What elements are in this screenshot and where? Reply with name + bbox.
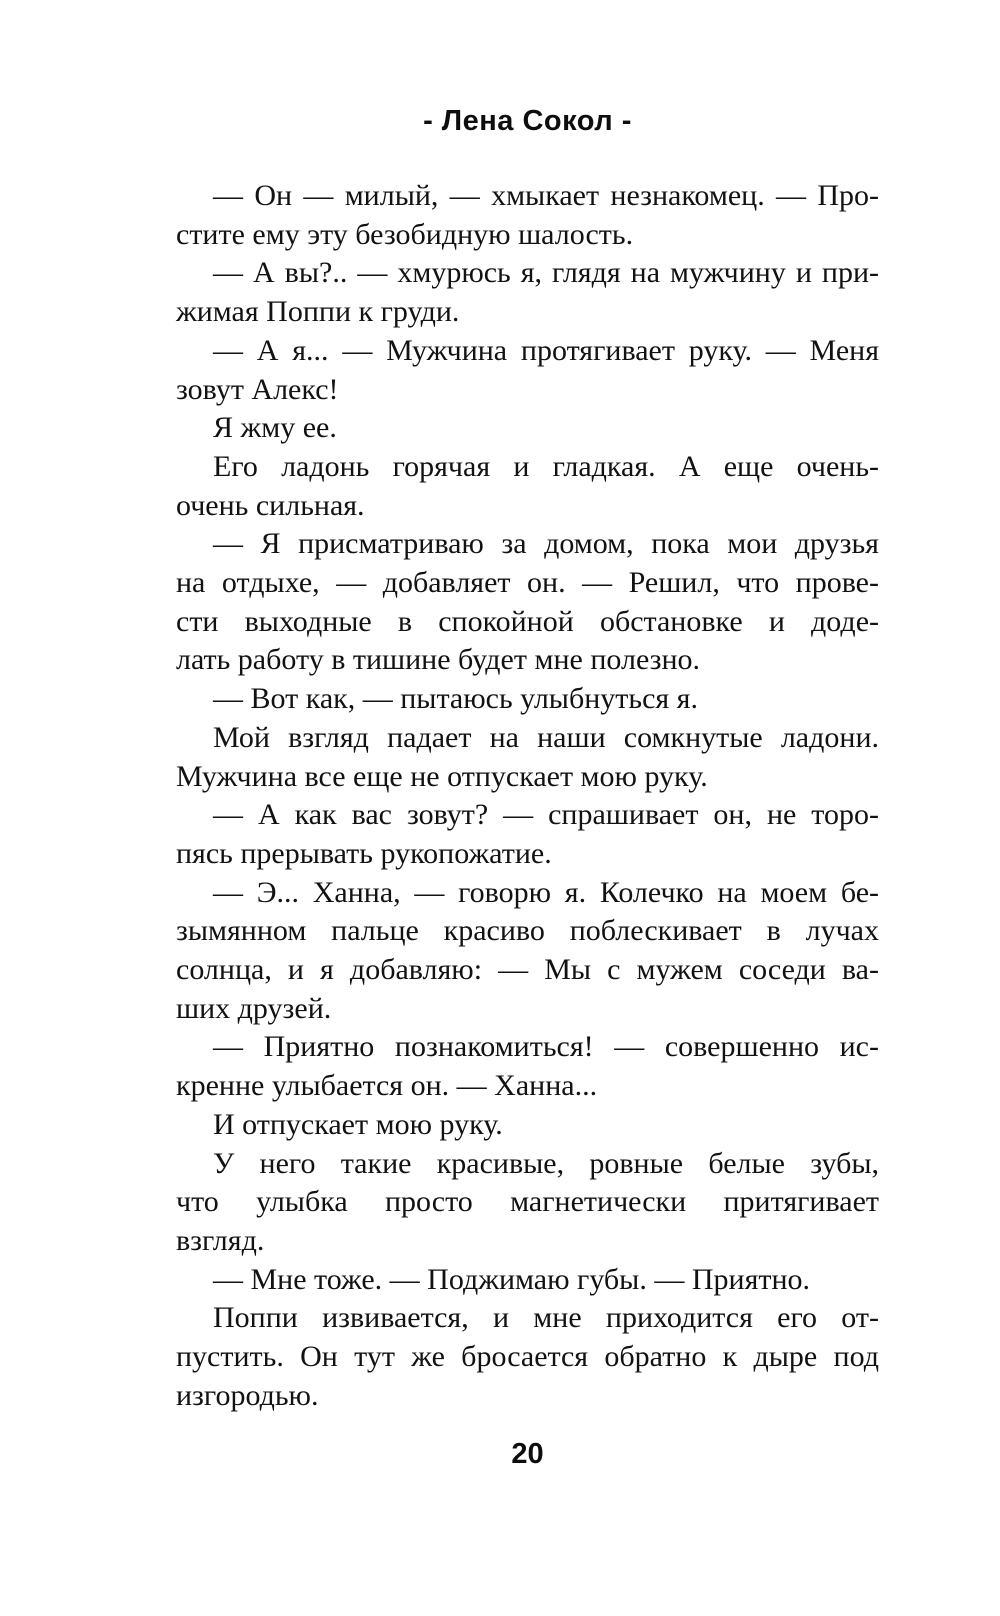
- page-number: 20: [511, 1438, 544, 1470]
- text-line: что улыбка просто магнетически притягивает: [176, 1185, 879, 1219]
- text-line: И отпускает мою руку.: [213, 1107, 503, 1141]
- text-line: Поппи извивается, и мне приходится его от-: [213, 1301, 879, 1335]
- text-line: — А как вас зовут? — спрашивает он, не торо-: [213, 798, 879, 832]
- text-line: — А вы?.. — хмурюсь я, глядя на мужчину и при-: [213, 256, 879, 290]
- text-line: кренне улыбается он. — Ханна...: [176, 1069, 598, 1103]
- text-line: Я жму ее.: [213, 411, 337, 445]
- text-line: Мужчина все еще не отпускает мою руку.: [176, 759, 708, 793]
- text-line: — А я... — Мужчина протягивает руку. — Меня: [213, 333, 879, 367]
- text-line: солнца, и я добавляю: — Мы с мужем соседи ва-: [176, 953, 879, 987]
- text-line: — Вот как, — пытаюсь улыбнуться я.: [213, 682, 698, 716]
- text-line: — Приятно познакомиться! — совершенно ис-: [213, 1030, 879, 1064]
- text-line: пустить. Он тут же бросается обратно к дыре под: [176, 1340, 879, 1374]
- text-line: на отдыхе, — добавляет он. — Решил, что прове-: [176, 566, 879, 600]
- text-line: зымянном пальце красиво поблескивает в лучах: [176, 914, 879, 948]
- text-line: зовут Алекс!: [176, 372, 339, 406]
- text-line: сти выходные в спокойной обстановке и доде-: [176, 604, 879, 638]
- running-header-author: - Лена Сокол -: [423, 105, 632, 137]
- body-text-block: [176, 177, 879, 1416]
- text-line: очень сильная.: [176, 488, 365, 522]
- text-line: взгляд.: [176, 1223, 265, 1257]
- text-line: — Мне тоже. — Поджимаю губы. — Приятно.: [213, 1262, 811, 1296]
- text-line: Его ладонь горячая и гладкая. А еще очень-: [213, 449, 879, 483]
- text-line: У него такие красивые, ровные белые зубы,: [213, 1146, 879, 1180]
- text-line: жимая Поппи к груди.: [176, 295, 460, 329]
- text-line: — Он — милый, — хмыкает незнакомец. — Про-: [213, 179, 879, 212]
- text-line: пясь прерывать рукопожатие.: [176, 836, 552, 870]
- text-line: ших друзей.: [176, 991, 332, 1025]
- text-line: — Э... Ханна, — говорю я. Колечко на моем бе-: [213, 875, 879, 909]
- text-line: — Я присматриваю за домом, пока мои друзья: [213, 527, 879, 561]
- text-line: стите ему эту безобидную шалость.: [176, 217, 634, 251]
- text-line: лать работу в тишине будет мне полезно.: [176, 643, 701, 677]
- text-line: Мой взгляд падает на наши сомкнутые ладони.: [213, 720, 879, 754]
- text-line: изгородью.: [176, 1378, 319, 1412]
